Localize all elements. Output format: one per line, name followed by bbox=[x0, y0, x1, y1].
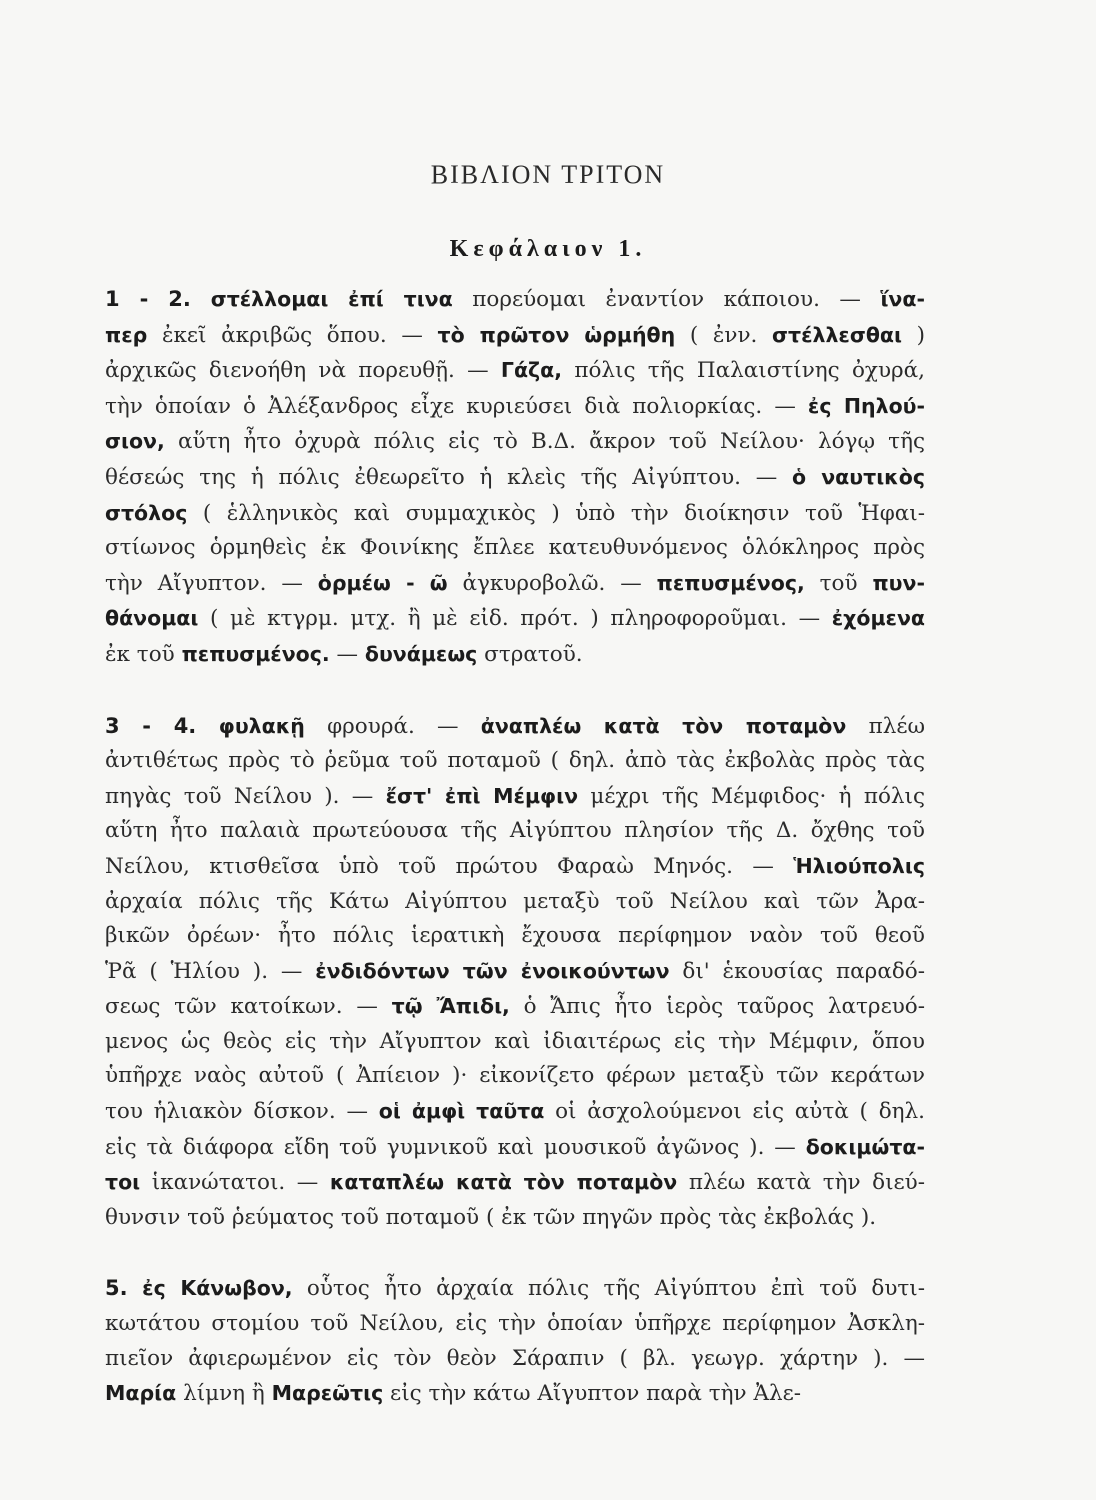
gloss-text: ἐκεῖ ἀκριβῶς ὅπου. — bbox=[147, 322, 438, 348]
gloss-text: πόλις τῆς Παλαιστίνης ὀχυρά, bbox=[562, 358, 926, 384]
gloss-text: ἀρχαία πόλις τῆς Κάτω Αἰγύπτου μεταξὺ τοῦ Νείλου καὶ τῶν Ἀρα- bbox=[105, 888, 925, 914]
lemma-term: δοκιμώτα- bbox=[805, 1134, 925, 1159]
gloss-text: οἱ ἀσχολούμενοι εἰς αὐτὰ ( δηλ. bbox=[544, 1099, 925, 1125]
lemma-term: Γάζα, bbox=[500, 358, 563, 383]
gloss-text: δι' ἑκουσίας παραδό- bbox=[669, 958, 925, 984]
lemma-term: ἐχόμενα bbox=[831, 606, 925, 631]
gloss-text: ὑπῆρχε ναὸς αὐτοῦ ( Ἀπίειον )· εἰκονίζετο φέρων μεταξὺ τῶν κεράτων bbox=[105, 1063, 925, 1089]
gloss-text: πηγὰς τοῦ Νείλου ). — bbox=[105, 783, 386, 809]
gloss-text: λίμνη ἢ bbox=[176, 1381, 272, 1407]
gloss-text: πλέω bbox=[846, 713, 925, 739]
text-line bbox=[105, 1025, 925, 1060]
gloss-text: ) bbox=[901, 322, 925, 348]
lemma-term: Μαρεῶτις bbox=[271, 1381, 384, 1406]
gloss-text: στίωνος ὁρμηθεὶς ἐκ Φοινίκης ἔπλεε κατευθυνόμενος ὁλόκληρος πρὸς bbox=[105, 535, 925, 561]
section-number: 5. bbox=[105, 1276, 128, 1301]
chapter-title: Κεφάλαιον 1. bbox=[449, 236, 647, 262]
lemma-term: θάνομαι bbox=[105, 606, 199, 631]
section-number: 3 - 4. bbox=[105, 713, 197, 738]
lemma-term: φυλακῇ bbox=[196, 713, 305, 738]
text-line bbox=[105, 709, 925, 745]
gloss-text: μέχρι τῆς Μέμφιδος· ἡ πόλις bbox=[578, 783, 926, 809]
gloss-text: ἀγκυροβολῶ. — bbox=[447, 570, 657, 596]
gloss-text: ( μὲ κτγρμ. μτχ. ἢ μὲ εἰδ. πρότ. ) πληροφοροῦμαι. — bbox=[198, 606, 832, 632]
lemma-term: τὸ πρῶτον ὡρμήθη bbox=[437, 322, 676, 347]
text-line bbox=[105, 744, 925, 779]
text-line bbox=[105, 1059, 925, 1094]
text-line bbox=[105, 954, 925, 990]
paragraph bbox=[105, 1271, 925, 1411]
text-line bbox=[105, 282, 925, 318]
lemma-term: ὁ ναυτικὸς bbox=[792, 464, 925, 489]
lemma-term: ἵνα- bbox=[880, 287, 925, 311]
lemma-term: οἱ ἀμφὶ ταῦτα bbox=[378, 1099, 545, 1124]
text-line bbox=[105, 1130, 925, 1166]
gloss-text: — bbox=[329, 641, 365, 667]
text-line bbox=[105, 637, 925, 673]
text-line bbox=[105, 460, 925, 496]
lemma-term: ἔστ' ἐπὶ Μέμφιν bbox=[385, 783, 579, 808]
book-title: ΒΙΒΛΙΟΝ ΤΡΙΤΟΝ bbox=[430, 160, 666, 189]
lemma-term: Ἡλιούπολις bbox=[793, 853, 925, 878]
gloss-text: ( ἐνν. bbox=[675, 322, 773, 348]
text-line bbox=[105, 1376, 925, 1412]
text-line bbox=[105, 1271, 925, 1307]
lemma-term: πεπυσμένος. bbox=[181, 641, 330, 666]
text-line bbox=[105, 531, 925, 566]
lemma-term: στέλλεσθαι bbox=[772, 322, 902, 347]
lemma-term: δυνάμεως bbox=[364, 641, 478, 666]
section-number: 1 - 2. bbox=[105, 287, 191, 311]
lemma-term: πυν- bbox=[872, 570, 925, 595]
gloss-text: θέσεώς της ἡ πόλις ἐθεωρεῖτο ἡ κλεὶς τῆς Αἰγύπτου. — bbox=[105, 464, 793, 490]
text-line bbox=[105, 1201, 925, 1236]
gloss-text: θυνσιν τοῦ ῥεύματος τοῦ ποταμοῦ ( ἐκ τῶν πηγῶν πρὸς τὰς ἐκβολάς ). bbox=[105, 1204, 877, 1230]
lemma-term: ἐς Πηλού- bbox=[807, 393, 926, 418]
gloss-text: του ἡλιακὸν δίσκον. — bbox=[105, 1099, 379, 1125]
lemma-term: στόλος bbox=[105, 500, 188, 525]
text-line bbox=[105, 779, 925, 815]
text-line bbox=[105, 885, 925, 920]
gloss-text: τοῦ bbox=[804, 570, 873, 596]
lemma-term: καταπλέω κατὰ τὸν ποταμὸν bbox=[329, 1170, 678, 1195]
text-line bbox=[105, 389, 925, 425]
gloss-text: ἐκ τοῦ bbox=[105, 641, 182, 667]
lemma-term: Μαρία bbox=[105, 1381, 177, 1406]
gloss-text: Ῥᾶ ( Ἡλίου ). — bbox=[105, 958, 316, 984]
gloss-text: τὴν ὁποίαν ὁ Ἀλέξανδρος εἶχε κυριεύσει διὰ πολιορκίας. — bbox=[105, 393, 808, 419]
lemma-term: τῷ Ἄπιδι, bbox=[391, 994, 510, 1019]
gloss-text: ( ἑλληνικὸς καὶ συμμαχικὸς ) ὑπὸ τὴν διοίκησιν τοῦ Ἡφαι- bbox=[187, 500, 925, 526]
gloss-text: στρατοῦ. bbox=[477, 641, 583, 667]
paragraph bbox=[105, 709, 925, 1236]
gloss-text: μενος ὡς θεὸς εἰς τὴν Αἴγυπτον καὶ ἰδιαιτέρως εἰς τὴν Μέμφιν, ὅπου bbox=[105, 1028, 925, 1054]
text-line bbox=[105, 496, 925, 532]
text-line bbox=[105, 1307, 925, 1342]
lemma-term: ἐς Κάνωβον, bbox=[127, 1276, 293, 1301]
gloss-text: αὕτη ἦτο παλαιὰ πρωτεύουσα τῆς Αἰγύπτου πλησίον τῆς Δ. ὄχθης τοῦ bbox=[105, 818, 925, 844]
text-line bbox=[105, 318, 925, 354]
gloss-text: ἀρχικῶς διενοήθη νὰ πορευθῇ. — bbox=[105, 358, 501, 384]
text-line bbox=[105, 989, 925, 1025]
lemma-term: στέλλομαι ἐπί τινα bbox=[190, 287, 453, 311]
lemma-term: ὁρμέω - ῶ bbox=[317, 570, 448, 595]
gloss-text: οὗτος ἦτο ἀρχαία πόλις τῆς Αἰγύπτου ἐπὶ τοῦ δυτι- bbox=[292, 1276, 925, 1302]
gloss-text: ἀντιθέτως πρὸς τὸ ῥεῦμα τοῦ ποταμοῦ ( δηλ. ἀπὸ τὰς ἐκβολὰς πρὸς τὰς bbox=[105, 748, 925, 774]
gloss-text: εἰς τὰ διάφορα εἴδη τοῦ γυμνικοῦ καὶ μουσικοῦ ἀγῶνος ). — bbox=[105, 1134, 806, 1160]
gloss-text: αὕτη ἦτο ὀχυρὰ πόλις εἰς τὸ Β.Δ. ἄκρον τοῦ Νείλου· λόγῳ τῆς bbox=[164, 429, 925, 455]
paragraph bbox=[105, 282, 925, 673]
text-line bbox=[105, 919, 925, 954]
gloss-text: ἱκανώτατοι. — bbox=[140, 1170, 330, 1196]
commentary-body bbox=[105, 282, 925, 1412]
lemma-term: σιον, bbox=[105, 429, 165, 454]
gloss-text: Νείλου, κτισθεῖσα ὑπὸ τοῦ πρώτου Φαραὼ Μηνός. — bbox=[105, 853, 794, 879]
gloss-text: κωτάτου στομίου τοῦ Νείλου, εἰς τὴν ὁποίαν ὑπῆρχε περίφημον Ἀσκλη- bbox=[105, 1311, 925, 1337]
text-line bbox=[105, 601, 925, 637]
text-line bbox=[105, 566, 925, 602]
lemma-term: τοι bbox=[105, 1170, 141, 1195]
gloss-text: εἰς τὴν κάτω Αἴγυπτον παρὰ τὴν Ἀλε- bbox=[383, 1381, 802, 1407]
gloss-text: ὁ Ἄπις ἦτο ἱερὸς ταῦρος λατρευό- bbox=[509, 994, 925, 1020]
lemma-term: ἀναπλέω κατὰ τὸν ποταμὸν bbox=[480, 713, 847, 738]
lemma-term: περ bbox=[105, 322, 148, 347]
text-line bbox=[105, 424, 925, 460]
text-line bbox=[105, 353, 925, 389]
gloss-text: πλέω κατὰ τὴν διεύ- bbox=[677, 1170, 926, 1196]
text-line bbox=[105, 849, 925, 885]
gloss-text: σεως τῶν κατοίκων. — bbox=[105, 994, 392, 1020]
text-line bbox=[105, 814, 925, 849]
gloss-text: βικῶν ὀρέων· ἦτο πόλις ἱερατικὴ ἔχουσα περίφημον ναὸν τοῦ θεοῦ bbox=[105, 923, 925, 949]
lemma-term: ἐνδιδόντων τῶν ἐνοικούντων bbox=[315, 958, 670, 983]
gloss-text: πορεύομαι ἐναντίον κάποιου. — bbox=[452, 287, 881, 312]
gloss-text: φρουρά. — bbox=[304, 713, 481, 739]
lemma-term: πεπυσμένος, bbox=[656, 570, 805, 595]
text-line bbox=[105, 1342, 925, 1377]
text-line bbox=[105, 1094, 925, 1130]
gloss-text: τὴν Αἴγυπτον. — bbox=[105, 570, 318, 596]
text-line bbox=[105, 1165, 925, 1201]
gloss-text: πιεῖον ἀφιερωμένον εἰς τὸν θεὸν Σάραπιν ( βλ. γεωγρ. χάρτην ). — bbox=[105, 1345, 925, 1371]
